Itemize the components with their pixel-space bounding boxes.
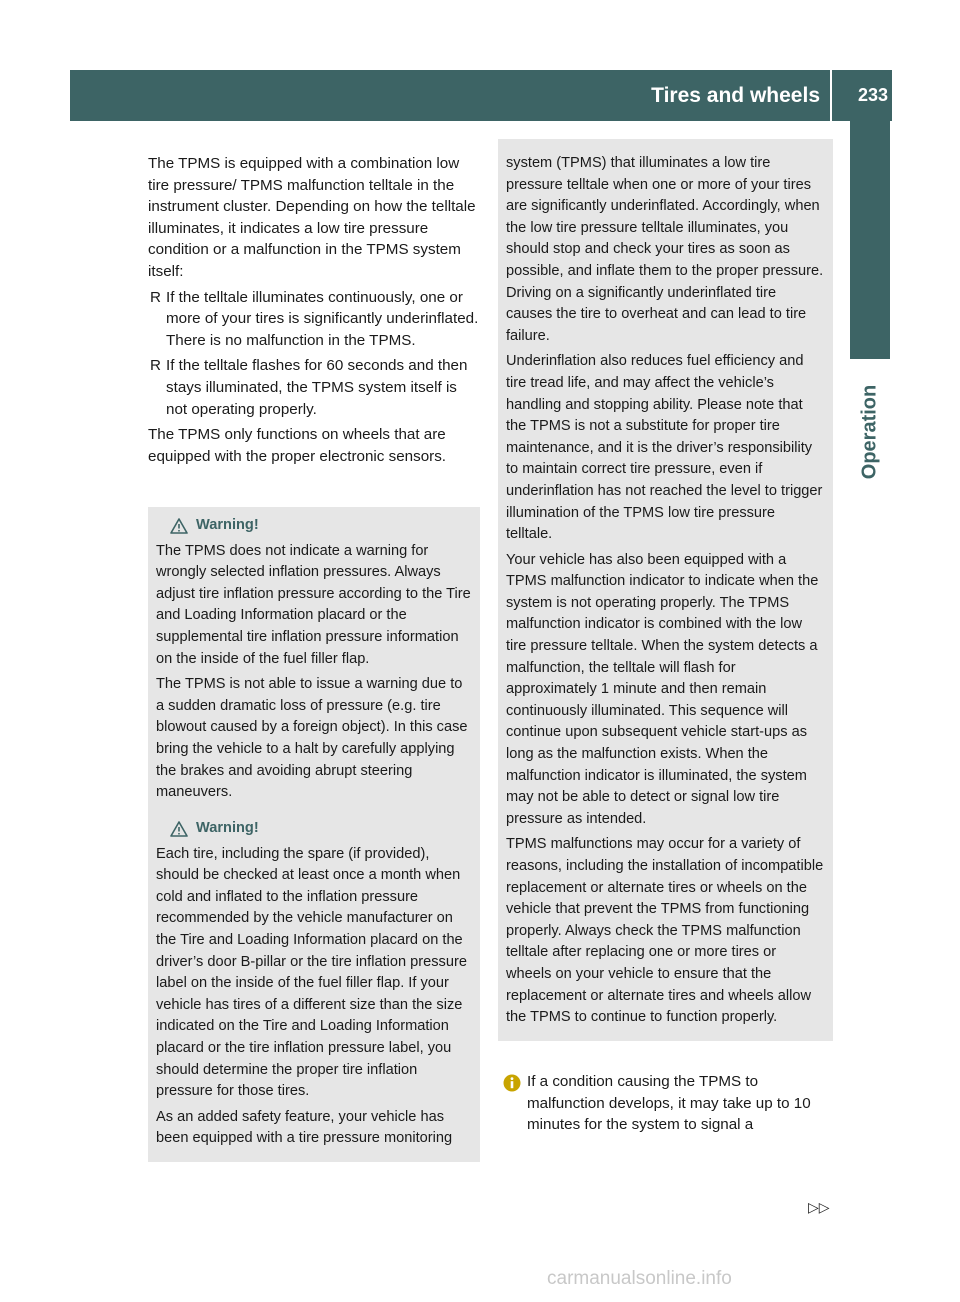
header-divider bbox=[830, 70, 832, 121]
warning-paragraph: system (TPMS) that illuminates a low tire pressure telltale when one or more of your tires are significantly underinflated. Accordingly, when the low tire pressure telltale illuminates, you should stop and check your tires as soon as possible, and inflate them to the proper pressure. Driving on a significantly underinflated tire causes the tire to overheat and can lead to tire failure. bbox=[506, 155, 824, 344]
page-number: 233 bbox=[857, 85, 888, 105]
list-item bbox=[148, 287, 480, 352]
info-icon bbox=[503, 1074, 521, 1092]
warning-paragraph: TPMS malfunctions may occur for a variety of reasons, including the installation of incompatible replacement or alternate tires or wheels on the vehicle that prevent the TPMS from functioning properly. Always check the TPMS malfunction telltale after replacing one or more tires or wheels on your vehicle to ensure that the replacement or alternate tires and wheels allow the TPMS to continue to function properly. bbox=[506, 836, 824, 1026]
warning-paragraph: The TPMS is not able to issue a warning due to a sudden dramatic loss of pressure (e.g. tire blowout caused by a foreign object). In this case bring the vehicle to a halt by carefully applying the brakes and avoiding abrupt steering maneuvers. bbox=[156, 676, 468, 801]
warning-paragraph: Each tire, including the spare (if provided), should be checked at least once a month when cold and inflated to the inflation pressure recommended by the vehicle manufacturer on the Tire and Loading Information placard on the driver’s door B-pillar or the tire inflation pressure label on the inside of the fuel filler flap. If your vehicle has tires of a different size than the size indicated on the Tire and Loading Information placard or the tire inflation pressure label, you should determine the proper tire inflation pressure for those tires. bbox=[156, 845, 467, 1100]
footer-watermark: carmanualsonline.info bbox=[547, 1268, 732, 1289]
header-band bbox=[70, 70, 892, 121]
warning-paragraph: Underinflation also reduces fuel efficiency and tire tread life, and may affect the vehicle’s handling and stopping ability. Please note that the TPMS is not a substitute for proper tire maintenance, and it is the driver’s responsibility to maintain correct tire pressure, even if underinflation has not reached the level to trigger illumination of the TPMS low tire pressure telltale. bbox=[506, 353, 823, 543]
outro-paragraph: The TPMS only functions on wheels that are equipped with the proper electronic sensors. bbox=[148, 426, 447, 465]
warning-title: Warning! bbox=[196, 820, 259, 836]
warning-box bbox=[148, 810, 480, 1162]
bullet-mark: R bbox=[150, 357, 161, 375]
bullet-mark: R bbox=[150, 288, 161, 306]
warning-title: Warning! bbox=[196, 517, 259, 533]
warning-triangle-icon bbox=[170, 821, 188, 837]
warning-paragraph: As an added safety feature, your vehicle has been equipped with a tire pressure monitoring bbox=[156, 1108, 453, 1147]
bullet-text: If the telltale flashes for 60 seconds and then stays illuminated, the TPMS system itself is not operating properly. bbox=[166, 357, 468, 418]
info-note bbox=[498, 1071, 833, 1136]
side-tab bbox=[850, 362, 890, 502]
bullet-text: If the telltale illuminates continuously, one or more of your tires is significantly underinflated. There is no malfunction in the TPMS. bbox=[166, 288, 479, 349]
warning-continuation-box bbox=[498, 139, 833, 1041]
side-tab-label: Operation bbox=[858, 384, 881, 480]
info-text: If a condition causing the TPMS to malfunction develops, it may take up to 10 minutes for the system to signal a bbox=[527, 1073, 811, 1134]
list-item bbox=[148, 355, 480, 420]
warning-heading bbox=[156, 515, 472, 537]
warning-paragraph: The TPMS does not indicate a warning for wrongly selected inflation pressures. Always adjust tire inflation pressure according to the Tire and Loading Information placard or the supplemental tire inflation pressure information on the inside of the fuel filler flap. bbox=[156, 542, 471, 667]
side-color-block bbox=[850, 121, 890, 359]
continued-arrows-icon: ▷▷ bbox=[808, 1199, 830, 1215]
warning-box bbox=[148, 507, 480, 816]
warning-triangle-icon bbox=[170, 518, 188, 534]
left-column bbox=[148, 153, 480, 471]
intro-paragraph: The TPMS is equipped with a combination low tire pressure/ TPMS malfunction telltale in the instrument cluster. Depending on how the telltale illuminates, it indicates a low tire pressure condition or a malfunction in the TPMS system itself: bbox=[148, 155, 476, 280]
warning-paragraph: Your vehicle has also been equipped with a TPMS malfunction indicator to indicate when the system is not operating properly. The TPMS malfunction indicator is combined with the low tire pressure telltale. When the system detects a malfunction, the telltale will flash for approximately 1 minute and then remain continuously illuminated. This sequence will continue upon subsequent vehicle start-ups as long as the malfunction exists. When the malfunction indicator is illuminated, the system may not be able to detect or signal low tire pressure as intended. bbox=[506, 551, 819, 827]
section-title: Tires and wheels bbox=[651, 84, 820, 107]
warning-heading bbox=[156, 818, 472, 840]
